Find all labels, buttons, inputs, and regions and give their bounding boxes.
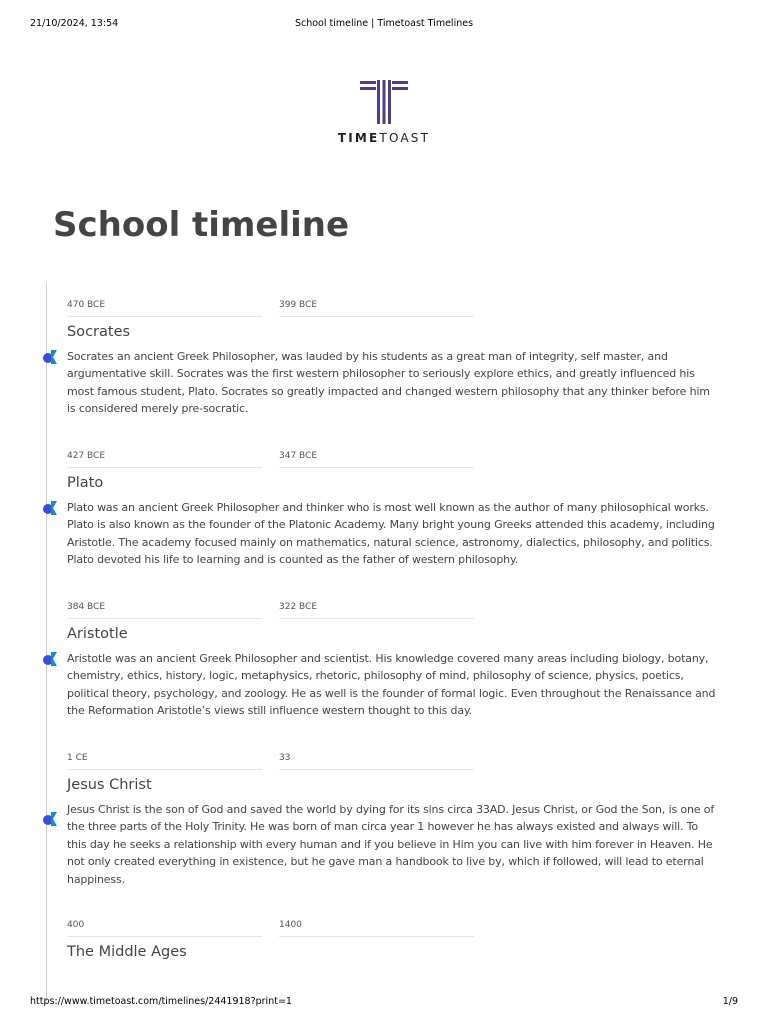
event-start-date: 1 CE bbox=[67, 753, 262, 770]
event-end-date: 33 bbox=[279, 753, 474, 770]
event-end-date: 399 BCE bbox=[279, 300, 474, 317]
print-page-number: 1/9 bbox=[722, 996, 738, 1007]
event-description: Jesus Christ is the son of God and saved the world by dying for its sins circa 33AD. Jesus Christ, or God the Son, is one of the three parts of the Holy Trinity. He was born of man circa year 1 however he has always existed and always will. To this day he seeks a relationship with every human and if you believe in Him you can live with him forever in Heaven. He not only created everything in existence, but he gave man a handbook to live by, which if followed, will lead to eternal happiness. bbox=[67, 803, 715, 886]
print-footer bbox=[30, 996, 738, 1008]
print-datetime: 21/10/2024, 13:54 bbox=[30, 18, 119, 29]
brand-light: TOAST bbox=[379, 131, 431, 145]
timeline-marker-icon bbox=[41, 810, 59, 828]
event-end-date: 347 BCE bbox=[279, 451, 474, 468]
event-description: Socrates an ancient Greek Philosopher, was lauded by his students as a great man of integrity, self master, and argumentative skill. Socrates was the first western philosopher to seriously explore ethics, and greatly influenced his most famous student, Plato. Socrates so greatly impacted and changed western philosophy that any thinker before him is considered merely pre-socratic. bbox=[67, 350, 710, 416]
event-description: Plato was an ancient Greek Philosopher and thinker who is most well known as the author of many philosophical works. Plato is also known as the founder of the Platonic Academy. Many bright young Greeks attended this academy, including Aristotle. The academy focused mainly on mathematics, natural science, astronomy, dialectics, philosophy, and politics. Plato devoted his life to learning and is counted as the father of western philosophy. bbox=[67, 501, 715, 567]
event-start-date: 470 BCE bbox=[67, 300, 262, 317]
event-title: Aristotle bbox=[67, 626, 128, 642]
print-page-title: School timeline | Timetoast Timelines bbox=[294, 18, 474, 29]
event-end-date: 322 BCE bbox=[279, 602, 474, 619]
brand-bold: TIME bbox=[337, 131, 380, 145]
event-start-date: 384 BCE bbox=[67, 602, 262, 619]
timeline-marker-icon bbox=[41, 499, 59, 517]
event-start-date: 427 BCE bbox=[67, 451, 262, 468]
event-description: Aristotle was an ancient Greek Philosopher and scientist. His knowledge covered many areas including biology, botany, chemistry, ethics, history, logic, metaphysics, rhetoric, philosophy of mind, philosophy of science, physics, poetics, political theory, psychology, and zoology. He as well is the founder of formal logic. Even throughout the Renaissance and the Reformation Aristotle’s views still influence western thought to this day. bbox=[67, 652, 716, 718]
timeline-marker-icon bbox=[41, 348, 59, 366]
event-end-date: 1400 bbox=[279, 920, 474, 937]
event-title: Jesus Christ bbox=[67, 777, 152, 793]
event-title: The Middle Ages bbox=[67, 944, 187, 960]
event-title: Plato bbox=[67, 475, 104, 491]
print-url[interactable]: https://www.timetoast.com/timelines/2441918?print=1 bbox=[30, 996, 292, 1007]
timeline-marker-icon bbox=[41, 650, 59, 668]
event-start-date: 400 bbox=[67, 920, 262, 937]
event-title: Socrates bbox=[67, 324, 131, 340]
page-title: School timeline bbox=[53, 205, 350, 245]
